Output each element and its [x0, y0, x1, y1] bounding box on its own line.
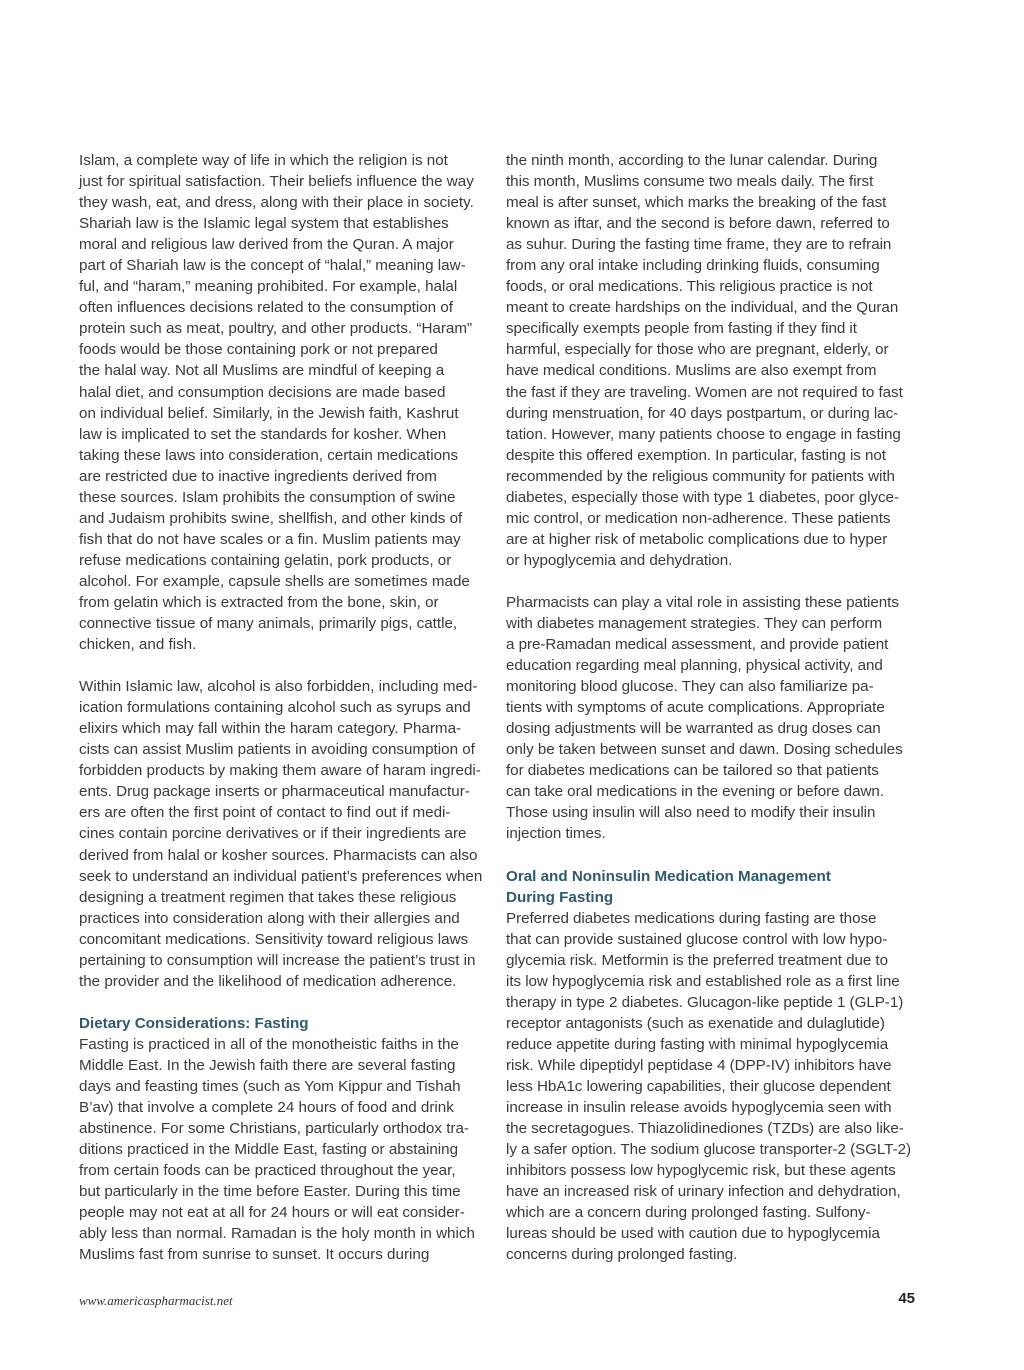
text-line: law is implicated to set the standards for kosher. When [79, 425, 447, 443]
paragraph [506, 592, 914, 845]
text-line: moral and religious law derived from the Quran. A major [79, 236, 454, 254]
paragraph [79, 676, 487, 992]
page-number: 45 [898, 1290, 915, 1307]
text-line: just for spiritual satisfaction. Their beliefs influence the way [79, 173, 474, 191]
text-line: its low hypoglycemia risk and established role as a first line [506, 972, 900, 990]
text-line: ly a safer option. The sodium glucose transporter-2 (SGLT-2) [506, 1141, 911, 1159]
text-line: the ninth month, according to the lunar calendar. During [506, 152, 878, 169]
text-line: concomitant medications. Sensitivity toward religious laws [79, 930, 469, 948]
section [506, 866, 914, 1266]
text-line: people may not eat at all for 24 hours or will eat consider- [79, 1204, 465, 1222]
text-line: inhibitors possess low hypoglycemic risk, but these agents [506, 1162, 896, 1180]
text-line: that can provide sustained glucose control with low hypo- [506, 930, 888, 948]
text-line: reduce appetite during fasting with minimal hypoglycemia [506, 1035, 889, 1053]
text-line: ers are often the first point of contact to find out if medi- [79, 804, 451, 822]
text-line: less HbA1c lowering capabilities, their glucose dependent [506, 1077, 891, 1095]
paragraph [79, 150, 487, 655]
text-line: Pharmacists can play a vital role in assisting these patients [506, 593, 899, 611]
text-line: have an increased risk of urinary infection and dehydration, [506, 1183, 901, 1201]
text-line: foods would be those containing pork or not prepared [79, 341, 438, 359]
text-line: tients with symptoms of acute complications. Appropriate [506, 699, 885, 717]
section-heading: Oral and Noninsulin Medication Management [506, 867, 831, 885]
text-line: ably less than normal. Ramadan is the holy month in which [79, 1225, 475, 1243]
text-line: for diabetes medications can be tailored so that patients [506, 762, 879, 780]
text-line: recommended by the religious community for patients with [506, 467, 895, 485]
text-line: pertaining to consumption will increase the patient’s trust in [79, 951, 476, 969]
text-line: during menstruation, for 40 days postpartum, or during lac- [506, 404, 899, 422]
text-line: ication formulations containing alcohol such as syrups and [79, 699, 471, 717]
text-line: meal is after sunset, which marks the breaking of the fast [506, 194, 887, 212]
text-line: concerns during prolonged fasting. [506, 1246, 738, 1264]
text-line: derived from halal or kosher sources. Pharmacists can also [79, 846, 478, 864]
text-line: connective tissue of many animals, primarily pigs, cattle, [79, 615, 458, 633]
text-line: lureas should be used with caution due to hypoglycemia [506, 1225, 880, 1243]
text-line: the provider and the likelihood of medication adherence. [79, 972, 457, 990]
text-line: Shariah law is the Islamic legal system that establishes [79, 215, 449, 233]
text-line: ents. Drug package inserts or pharmaceutical manufactur- [79, 783, 470, 801]
text-line: on individual belief. Similarly, in the Jewish faith, Kashrut [79, 404, 459, 422]
right-column [506, 150, 914, 1265]
text-line: receptor antagonists (such as exenatide and dulaglutide) [506, 1014, 885, 1032]
text-line: the secretagogues. Thiazolidinediones (TZDs) are also like- [506, 1120, 904, 1138]
text-line: harmful, especially for those who are pregnant, elderly, or [506, 341, 889, 359]
text-line: diabetes, especially those with type 1 diabetes, poor glyce- [506, 488, 899, 506]
text-line: increase in insulin release avoids hypoglycemia seen with [506, 1099, 892, 1117]
text-line: they wash, eat, and dress, along with their place in society. [79, 194, 474, 212]
text-line: as suhur. During the fasting time frame, they are to refrain [506, 236, 892, 254]
text-line: this month, Muslims consume two meals daily. The first [506, 173, 874, 191]
text-line: therapy in type 2 diabetes. Glucagon-like peptide 1 (GLP-1) [506, 993, 904, 1011]
text-line: designing a treatment regimen that takes these religious [79, 888, 457, 906]
left-column [79, 150, 487, 1265]
text-line: protein such as meat, poultry, and other products. “Haram” [79, 320, 473, 338]
text-line: known as iftar, and the second is before dawn, referred to [506, 215, 890, 233]
text-line: tation. However, many patients choose to engage in fasting [506, 425, 901, 443]
text-line: education regarding meal planning, physical activity, and [506, 657, 883, 675]
text-line: from certain foods can be practiced throughout the year, [79, 1162, 456, 1180]
text-line: which are a concern during prolonged fasting. Sulfony- [506, 1204, 871, 1222]
text-line: are at higher risk of metabolic complications due to hyper [506, 530, 888, 548]
text-line: can take oral medications in the evening or before dawn. [506, 783, 884, 801]
text-line: meant to create hardships on the individual, and the Quran [506, 299, 899, 317]
text-line: a pre-Ramadan medical assessment, and provide patient [506, 636, 889, 654]
text-line: the halal way. Not all Muslims are mindful of keeping a [79, 362, 445, 380]
text-line: Islam, a complete way of life in which the religion is not [79, 152, 448, 169]
text-line: injection times. [506, 825, 606, 843]
text-line: part of Shariah law is the concept of “halal,” meaning law- [79, 257, 466, 275]
text-line: and Judaism prohibits swine, shellfish, and other kinds of [79, 509, 463, 527]
text-line: the fast if they are traveling. Women are not required to fast [506, 383, 903, 401]
text-line: often influences decisions related to the consumption of [79, 299, 454, 317]
section [79, 1013, 487, 1266]
text-line: seek to understand an individual patient’s preferences when [79, 867, 483, 885]
text-line: forbidden products by making them aware of haram ingredi- [79, 762, 481, 780]
text-line: halal diet, and consumption decisions are made based [79, 383, 446, 401]
text-line: despite this offered exemption. In particular, fasting is not [506, 446, 886, 464]
text-line: from any oral intake including drinking fluids, consuming [506, 257, 880, 275]
text-line: practices into consideration along with their allergies and [79, 909, 460, 927]
text-line: alcohol. For example, capsule shells are sometimes made [79, 572, 470, 590]
text-line: mic control, or medication non-adherence. These patients [506, 509, 891, 527]
text-line: these sources. Islam prohibits the consumption of swine [79, 488, 456, 506]
paragraph [506, 150, 914, 571]
text-line: from gelatin which is extracted from the bone, skin, or [79, 593, 439, 611]
text-line: foods, or oral medications. This religious practice is not [506, 278, 873, 296]
text-line: cists can assist Muslim patients in avoiding consumption of [79, 741, 475, 759]
text-line: with diabetes management strategies. They can perform [506, 614, 883, 632]
text-line: B’av) that involve a complete 24 hours of food and drink [79, 1099, 454, 1117]
text-line: Middle East. In the Jewish faith there are several fasting [79, 1056, 456, 1074]
text-line: days and feasting times (such as Yom Kippur and Tishah [79, 1077, 461, 1095]
text-line: ful, and “haram,” meaning prohibited. For example, halal [79, 278, 458, 296]
text-line: dosing adjustments will be warranted as drug doses can [506, 720, 881, 738]
text-line: abstinence. For some Christians, particularly orthodox tra- [79, 1120, 469, 1138]
text-line: refuse medications containing gelatin, pork products, or [79, 551, 452, 569]
text-line: monitoring blood glucose. They can also familiarize pa- [506, 678, 874, 696]
text-line: glycemia risk. Metformin is the preferred treatment due to [506, 951, 889, 969]
text-line: taking these laws into consideration, certain medications [79, 446, 459, 464]
text-line: elixirs which may fall within the haram category. Pharma- [79, 720, 462, 738]
text-line: Within Islamic law, alcohol is also forbidden, including med- [79, 678, 478, 696]
text-line: Muslims fast from sunrise to sunset. It occurs during [79, 1246, 430, 1264]
text-line: chicken, and fish. [79, 636, 197, 654]
text-line: ditions practiced in the Middle East, fasting or abstaining [79, 1141, 459, 1159]
section-heading: Dietary Considerations: Fasting [79, 1014, 309, 1032]
text-line: but particularly in the time before Easter. During this time [79, 1183, 461, 1201]
text-line: Fasting is practiced in all of the monotheistic faiths in the [79, 1035, 459, 1053]
text-line: have medical conditions. Muslims are also exempt from [506, 362, 877, 380]
text-line: cines contain porcine derivatives or if their ingredients are [79, 825, 467, 843]
text-line: are restricted due to inactive ingredients derived from [79, 467, 437, 485]
text-line: risk. While dipeptidyl peptidase 4 (DPP-IV) inhibitors have [506, 1056, 892, 1074]
text-line: Those using insulin will also need to modify their insulin [506, 804, 876, 822]
text-line: only be taken between sunset and dawn. Dosing schedules [506, 741, 903, 759]
text-line: or hypoglycemia and dehydration. [506, 551, 733, 569]
footer-url[interactable]: www.americaspharmacist.net [79, 1293, 233, 1308]
text-line: specifically exempts people from fasting if they find it [506, 320, 857, 338]
text-line: Preferred diabetes medications during fasting are those [506, 909, 877, 927]
section-heading: During Fasting [506, 888, 614, 906]
text-line: fish that do not have scales or a fin. Muslim patients may [79, 530, 461, 548]
